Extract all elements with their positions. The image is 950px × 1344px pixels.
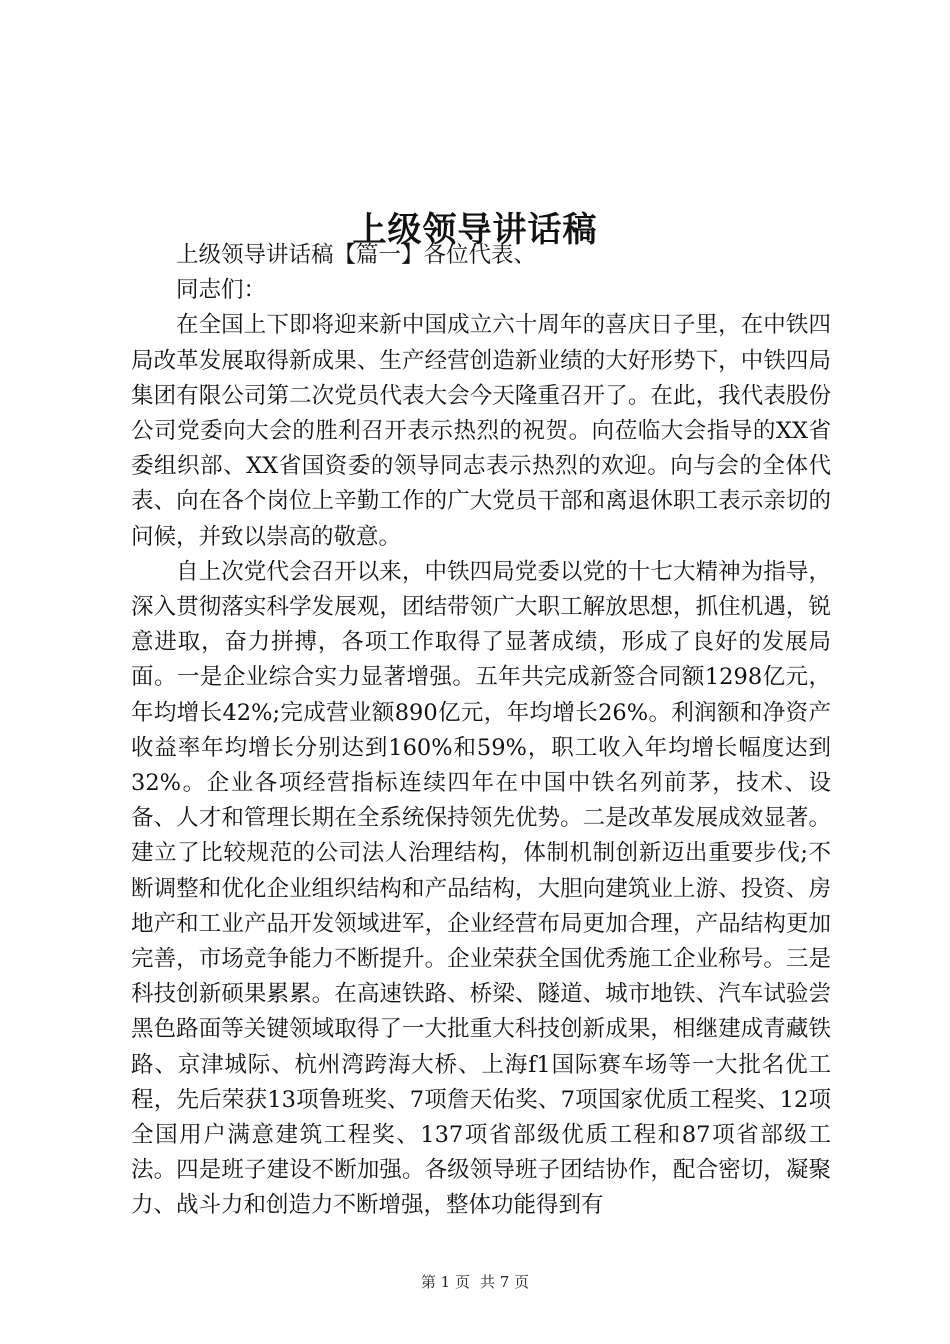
page-footer	[0, 1272, 950, 1292]
paragraph-salutation: 同志们：	[176, 277, 267, 304]
document-body	[131, 238, 831, 1224]
page-total: 共 7 页	[480, 1273, 530, 1291]
paragraph-achievements: 自上次党代会召开以来，中铁四局党委以党的十七大精神为指导，深入贯彻落实科学发展观，团结带领广大职工解放思想，抓住机遇，锐意进取，奋力拼搏，各项工作取得了显著成绩，形成了良好的发展局面。一是企业综合实力显著增强。五年共完成新签合同额1298亿元，年均增长42%;完成营业额890亿元，年均增长26%。利润额和净资产收益率年均增长分别达到160%和59%，职工收入年均增长幅度达到32%。企业各项经营指标连续四年在中国中铁名列前茅，技术、设备、人才和管理长期在全系统保持领先优势。二是改革发展成效显著。建立了比较规范的公司法人治理结构，体制机制创新迈出重要步伐;不断调整和优化企业组织结构和产品结构，大胆向建筑业上游、投资、房地产和工业产品开发领域进军，企业经营布局更加合理，产品结构更加完善，市场竞争能力不断提升。企业荣获全国优秀施工企业称号。三是科技创新硕果累累。在高速铁路、桥梁、隧道、城市地铁、汽车试验尝黑色路面等关键领域取得了一大批重大科技创新成果，相继建成青藏铁路、京津城际、杭州湾跨海大桥、上海f1国际赛车场等一大批名优工程，先后荣获13项鲁班奖、7项詹天佑奖、7项国家优质工程奖、12项全国用户满意建筑工程奖、137项省部级优质工程和87项省部级工法。四是班子建设不断加强。各级领导班子团结协作，配合密切，凝聚力、战斗力和创造力不断增强，整体功能得到有	[131, 558, 831, 1219]
page-number: 第 1 页	[420, 1273, 470, 1291]
paragraph-opening: 在全国上下即将迎来新中国成立六十周年的喜庆日子里，在中铁四局改革发展取得新成果、生产经营创造新业绩的大好形势下，中铁四局集团有限公司第二次党员代表大会今天隆重召开了。在此，我代表股份公司党委向大会的胜利召开表示热烈的祝贺。向莅临大会指导的XX省委组织部、XX省国资委的领导同志表示热烈的欢迎。向与会的全体代表、向在各个岗位上辛勤工作的广大党员干部和离退休职工表示亲切的问候，并致以崇高的敬意。	[131, 312, 831, 550]
paragraph-greeting: 上级领导讲话稿【篇一】各位代表、	[176, 242, 537, 268]
document-title: 上级领导讲话稿	[352, 209, 598, 250]
